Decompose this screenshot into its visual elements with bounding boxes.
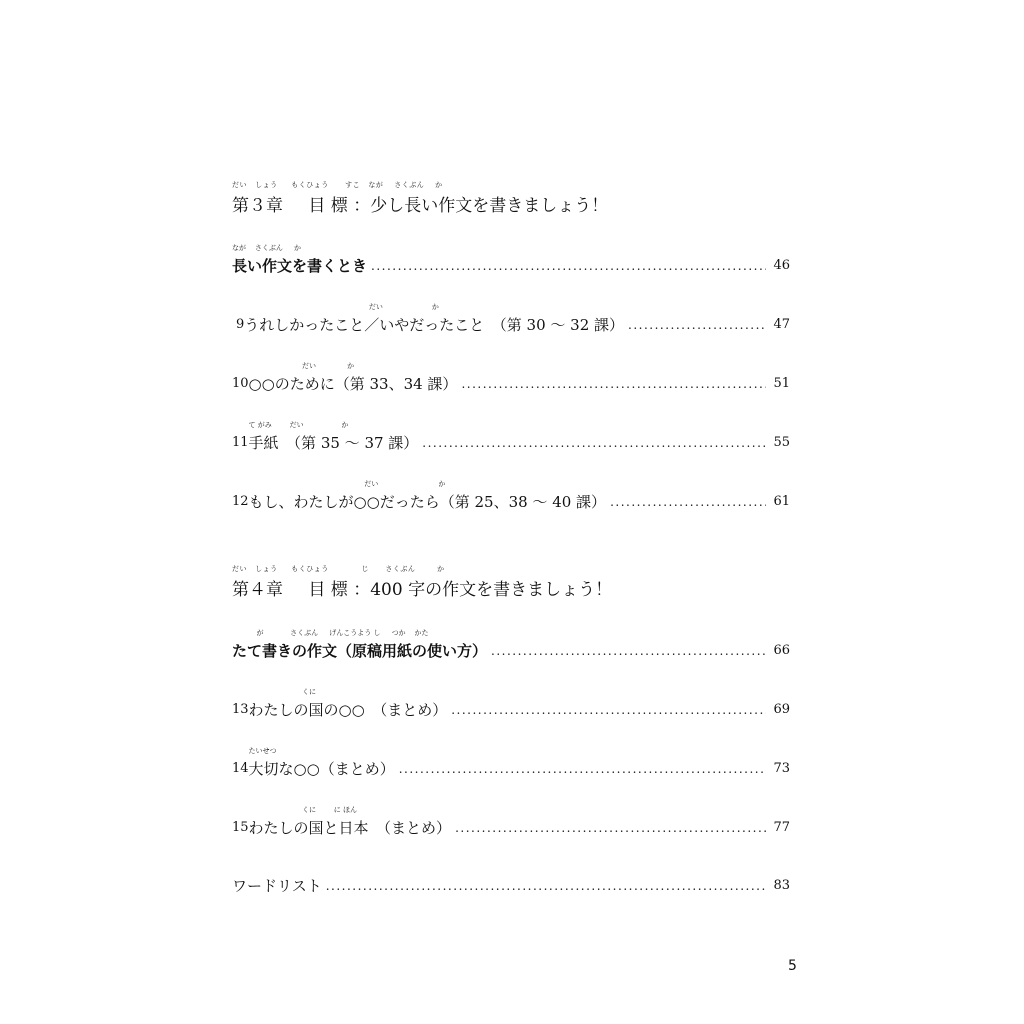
leader-dots — [610, 492, 766, 512]
entry-title — [232, 244, 368, 276]
entry-number: 12 — [232, 494, 249, 509]
toc-entry[interactable] — [232, 874, 790, 896]
entry-page: 73 — [773, 761, 790, 776]
entry-title — [248, 688, 448, 720]
entry-title — [248, 362, 458, 394]
leader-dots — [326, 876, 766, 896]
entry-title-text: もし、わたしが○○だったら（第 25、38 〜 40 課） — [248, 493, 607, 511]
leader-dots — [399, 759, 766, 779]
entry-title — [232, 876, 322, 896]
entry-title — [248, 480, 607, 512]
toc-entry[interactable] — [232, 480, 790, 512]
entry-title-text: わたしの国の○○ （まとめ） — [248, 701, 448, 719]
entry-page: 66 — [773, 643, 790, 658]
entry-title-text: 手紙 （第 35 〜 37 課） — [248, 434, 419, 452]
entry-page: 69 — [773, 702, 790, 717]
entry-page: 83 — [773, 878, 790, 893]
entry-ruby: だい か — [244, 303, 439, 311]
entry-page: 47 — [773, 317, 790, 332]
leader-dots — [422, 433, 766, 453]
entry-number: 11 — [232, 435, 249, 450]
entry-ruby: くに — [248, 688, 316, 696]
entry-page: 61 — [773, 494, 790, 509]
entry-number: 15 — [232, 820, 249, 835]
chapter-4-heading — [232, 565, 790, 601]
entry-title — [248, 806, 452, 838]
toc-entry[interactable] — [232, 688, 790, 720]
chapter-3-number: 第３章 — [232, 196, 283, 216]
entry-title — [248, 747, 395, 779]
leader-dots — [455, 818, 766, 838]
table-of-contents — [232, 0, 790, 1024]
entry-title-text: わたしの国と日本 （まとめ） — [248, 819, 452, 837]
entry-title-text: 大切な○○（まとめ） — [248, 760, 395, 778]
entry-ruby: たいせつ — [248, 747, 277, 755]
entry-ruby: が さくぶん げんこうよう し つか かた — [232, 629, 429, 637]
toc-entry[interactable] — [232, 806, 790, 838]
chapter-3-ruby: だい しょう もくひょう すこ なが さくぶん か — [232, 181, 443, 189]
entry-title-text: たて書きの作文（原稿用紙の使い方） — [232, 642, 488, 660]
entry-title-text: 長い作文を書くとき — [232, 257, 368, 275]
entry-number: 9 — [236, 317, 245, 332]
entry-title-text: ○○のために（第 33、34 課） — [248, 375, 458, 393]
entry-title-text: ワードリスト — [232, 877, 322, 895]
entry-page: 55 — [773, 435, 790, 450]
chapter-4-ruby: だい しょう もくひょう じ さくぶん か — [232, 565, 445, 573]
toc-entry[interactable] — [232, 747, 790, 779]
toc-entry[interactable] — [232, 303, 790, 335]
chapter-4-goal: ：400 字の作文を書きましょう！ — [353, 580, 613, 600]
chapter-4-goal-label: 目 標 — [308, 580, 348, 600]
chapter-3-goal: ：少し長い作文を書きましょう！ — [353, 196, 609, 216]
entry-number: 14 — [232, 761, 249, 776]
chapter-4-number: 第４章 — [232, 580, 283, 600]
leader-dots — [628, 315, 766, 335]
entry-page: 77 — [773, 820, 790, 835]
entry-page: 51 — [773, 376, 790, 391]
entry-title — [248, 421, 419, 453]
entry-number: 13 — [232, 702, 249, 717]
toc-entry[interactable] — [232, 421, 790, 453]
leader-dots — [461, 374, 766, 394]
entry-page: 46 — [773, 258, 790, 273]
toc-entry[interactable] — [232, 244, 790, 276]
leader-dots — [451, 700, 766, 720]
chapter-3-goal-label: 目 標 — [308, 196, 348, 216]
entry-ruby: て がみ だい か — [248, 421, 349, 429]
entry-number: 10 — [232, 376, 249, 391]
entry-title-text: うれしかったこと／いやだったこと （第 30 〜 32 課） — [244, 316, 625, 334]
toc-entry[interactable] — [232, 629, 790, 661]
entry-title — [232, 629, 488, 661]
toc-entry[interactable] — [232, 362, 790, 394]
entry-ruby: だい か — [248, 480, 446, 488]
chapter-3-heading — [232, 181, 790, 217]
page-number: 5 — [788, 958, 797, 974]
leader-dots — [371, 256, 766, 276]
entry-title — [244, 303, 625, 335]
entry-ruby: なが さくぶん か — [232, 244, 302, 252]
entry-ruby: くに に ほん — [248, 806, 357, 814]
entry-ruby: だい か — [248, 362, 355, 370]
leader-dots — [491, 641, 766, 661]
